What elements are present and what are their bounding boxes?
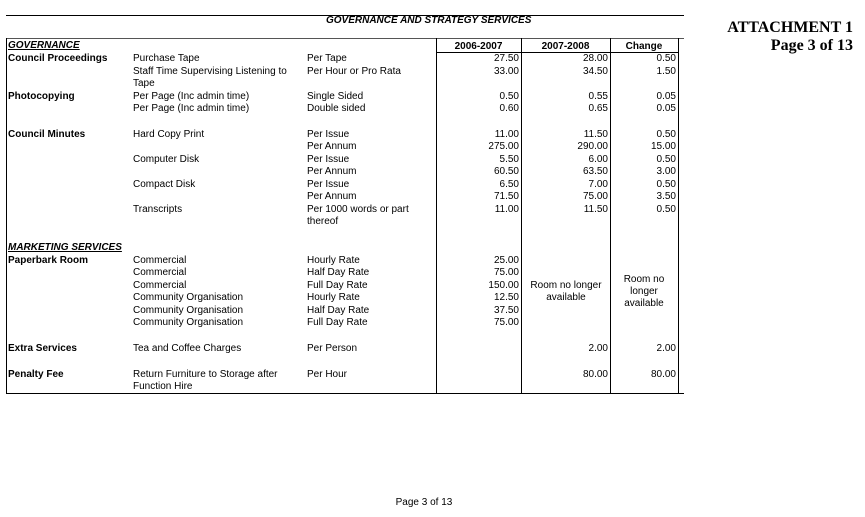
row-item: Commercial [133,280,187,291]
row-unit: Half Day Rate [307,305,370,316]
group-extra-services: Extra Services [8,343,77,354]
row-y1: 75.00 [493,317,519,328]
row-unit: Per Person [307,343,358,354]
section-marketing-services: MARKETING SERVICES [8,242,122,253]
row-item: Computer Disk [133,154,200,165]
paperbark-note-change: Room no longer available [623,274,665,309]
row-unit: Per Annum [307,141,357,152]
row-unit: Hourly Rate [307,292,360,303]
row-y2: 34.50 [582,66,608,77]
row-y2: 6.00 [588,154,608,165]
row-y2: 75.00 [582,191,608,202]
attachment-page: Page 3 of 13 [770,37,853,54]
row-unit: Per Hour or Pro Rata [307,66,401,77]
row-unit: Per Hour [307,369,348,380]
row-y1: 37.50 [493,305,519,316]
row-y2: 11.50 [583,129,608,140]
row-y2: 2.00 [588,343,608,354]
row-item: Transcripts [133,204,183,215]
row-item: Staff Time Supervising Listening to Tape [133,66,287,89]
row-y1: 150.00 [488,280,519,291]
row-change: 15.00 [650,141,676,152]
row-y2: 28.00 [582,53,608,64]
row-item: Compact Disk [133,179,196,190]
row-unit: Double sided [307,103,366,114]
row-item: Commercial [133,255,187,266]
row-item: Return Furniture to Storage after Function Hire [133,369,278,392]
group-penalty-fee: Penalty Fee [8,369,64,380]
row-change: 0.50 [656,53,676,64]
row-item: Hard Copy Print [133,129,205,140]
row-change: 0.50 [656,179,676,190]
row-unit: Full Day Rate [307,317,368,328]
row-unit: Per Issue [307,154,350,165]
row-change: 3.00 [656,166,676,177]
row-y1: 27.50 [493,53,519,64]
row-unit: Full Day Rate [307,280,368,291]
section-governance: GOVERNANCE [8,40,80,51]
row-change: 0.50 [656,129,676,140]
group-council-proceedings: Council Proceedings [8,53,108,64]
row-item: Commercial [133,267,187,278]
row-y1: 0.60 [499,103,519,114]
row-change: 3.50 [656,191,676,202]
row-y2: 11.50 [583,204,608,215]
row-item: Purchase Tape [133,53,200,64]
row-item: Community Organisation [133,292,244,303]
col-header-2007-2008: 2007-2008 [541,41,590,52]
bottom-rule [6,393,684,394]
row-item: Per Page (Inc admin time) [133,103,250,114]
row-y2: 63.50 [582,166,608,177]
row-item: Community Organisation [133,305,244,316]
row-unit: Per Annum [307,191,357,202]
row-y1: 75.00 [493,267,519,278]
row-y2: 80.00 [582,369,608,380]
group-paperbark-room: Paperbark Room [8,255,89,266]
row-y1: 25.00 [493,255,519,266]
col-header-2006-2007: 2006-2007 [454,41,503,52]
row-change: 0.50 [656,154,676,165]
row-y1: 11.00 [494,129,519,140]
row-y1: 60.50 [493,166,519,177]
row-y1: 33.00 [493,66,519,77]
row-y1: 5.50 [499,154,519,165]
row-y2: 0.55 [588,91,608,102]
row-y1: 12.50 [493,292,519,303]
row-unit: Per Tape [307,53,347,64]
row-change: 0.50 [656,204,676,215]
page-footer: Page 3 of 13 [395,497,453,508]
row-y1: 275.00 [488,141,519,152]
row-unit: Hourly Rate [307,255,360,266]
row-y1: 71.50 [493,191,519,202]
col-divider-change-right [678,38,679,394]
left-border [6,38,7,394]
row-unit: Per 1000 words or part thereof [307,204,409,227]
header-rule [6,38,684,39]
col-header-change: Change [625,41,663,52]
row-change: 0.05 [656,103,676,114]
row-unit: Per Annum [307,166,357,177]
row-item: Community Organisation [133,317,244,328]
row-change: 0.05 [656,91,676,102]
row-y2: 0.65 [588,103,608,114]
row-unit: Per Issue [307,179,350,190]
paperbark-note-2007-2008: Room no longer available [530,280,602,303]
row-change: 80.00 [650,369,676,380]
row-y2: 7.00 [588,179,608,190]
row-y1: 6.50 [499,179,519,190]
row-unit: Half Day Rate [307,267,370,278]
row-y1: 11.00 [494,204,519,215]
group-council-minutes: Council Minutes [8,129,86,140]
row-item: Tea and Coffee Charges [133,343,242,354]
row-change: 1.50 [656,66,676,77]
row-unit: Per Issue [307,129,350,140]
attachment-label: ATTACHMENT 1 [727,19,853,36]
row-change: 2.00 [656,343,676,354]
row-y1: 0.50 [499,91,519,102]
row-item: Per Page (Inc admin time) [133,91,250,102]
row-y2: 290.00 [577,141,608,152]
row-unit: Single Sided [307,91,364,102]
group-photocopying: Photocopying [8,91,75,102]
page-title: GOVERNANCE AND STRATEGY SERVICES [326,15,532,26]
